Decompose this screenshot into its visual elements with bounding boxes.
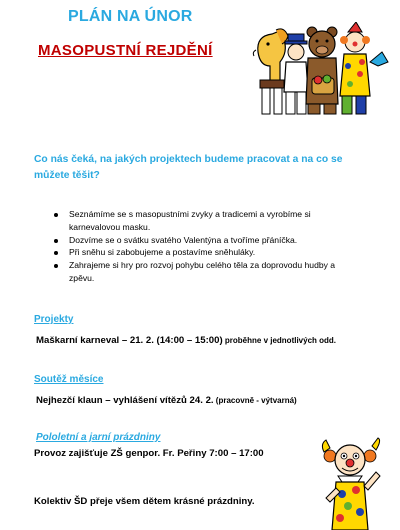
- clown-illustration: [318, 436, 386, 530]
- bullet-icon: [54, 264, 58, 268]
- list-item: [54, 246, 354, 259]
- contest-heading: Soutěž měsíce: [34, 374, 104, 385]
- horse-figure: [253, 29, 288, 114]
- footer-text: Kolektiv ŠD přeje všem dětem krásné prázdniny.: [34, 496, 255, 507]
- bullet-icon: [54, 239, 58, 243]
- carnival-characters-illustration: [250, 22, 390, 120]
- boy-figure: [284, 34, 308, 114]
- list-item-text: Zahrajeme si hry pro rozvoj pohybu celého těla za doprovodu hudby a zpěvu.: [69, 260, 336, 283]
- bear-figure: [306, 27, 338, 114]
- contest-line: [36, 390, 297, 408]
- contest-text: Nejhezčí klaun – vyhlášení vítězů 24. 2.: [36, 395, 214, 406]
- list-item: [54, 234, 354, 247]
- projects-text: Maškarní karneval – 21. 2. (14:00 – 15:00): [36, 335, 223, 346]
- projects-heading: Projekty: [34, 314, 74, 325]
- list-item: [54, 259, 354, 285]
- activity-list: [54, 208, 354, 285]
- bullet-icon: [54, 213, 58, 217]
- list-item: [54, 208, 354, 234]
- list-item-text: Při sněhu si zabobujeme a postavíme sněhuláky.: [69, 247, 256, 258]
- intro-question: Co nás čeká, na jakých projektech budeme pracovat a na co se můžete těšit?: [34, 154, 343, 181]
- list-item-text: Dozvíme se o svátku svatého Valentýna a tvoříme přáníčka.: [69, 234, 298, 245]
- projects-line: [36, 330, 336, 348]
- holidays-text: Provoz zajišťuje ZŠ genpor. Fr. Peřiny 7:00 – 17:00: [34, 448, 264, 459]
- page-subtitle: MASOPUSTNÍ REJDĚNÍ: [38, 42, 213, 59]
- list-item-text: Seznámíme se s masopustními zvyky a tradicemi a vyrobíme si karnevalovou masku.: [69, 209, 311, 232]
- projects-note: proběhne v jednotlivých odd.: [222, 336, 337, 345]
- contest-note: (pracovně - výtvarná): [213, 396, 297, 405]
- clown-figure: [340, 22, 388, 114]
- holidays-heading: Pololetní a jarní prázdniny: [36, 432, 161, 443]
- page-title: PLÁN NA ÚNOR: [68, 8, 193, 25]
- bullet-icon: [54, 251, 58, 255]
